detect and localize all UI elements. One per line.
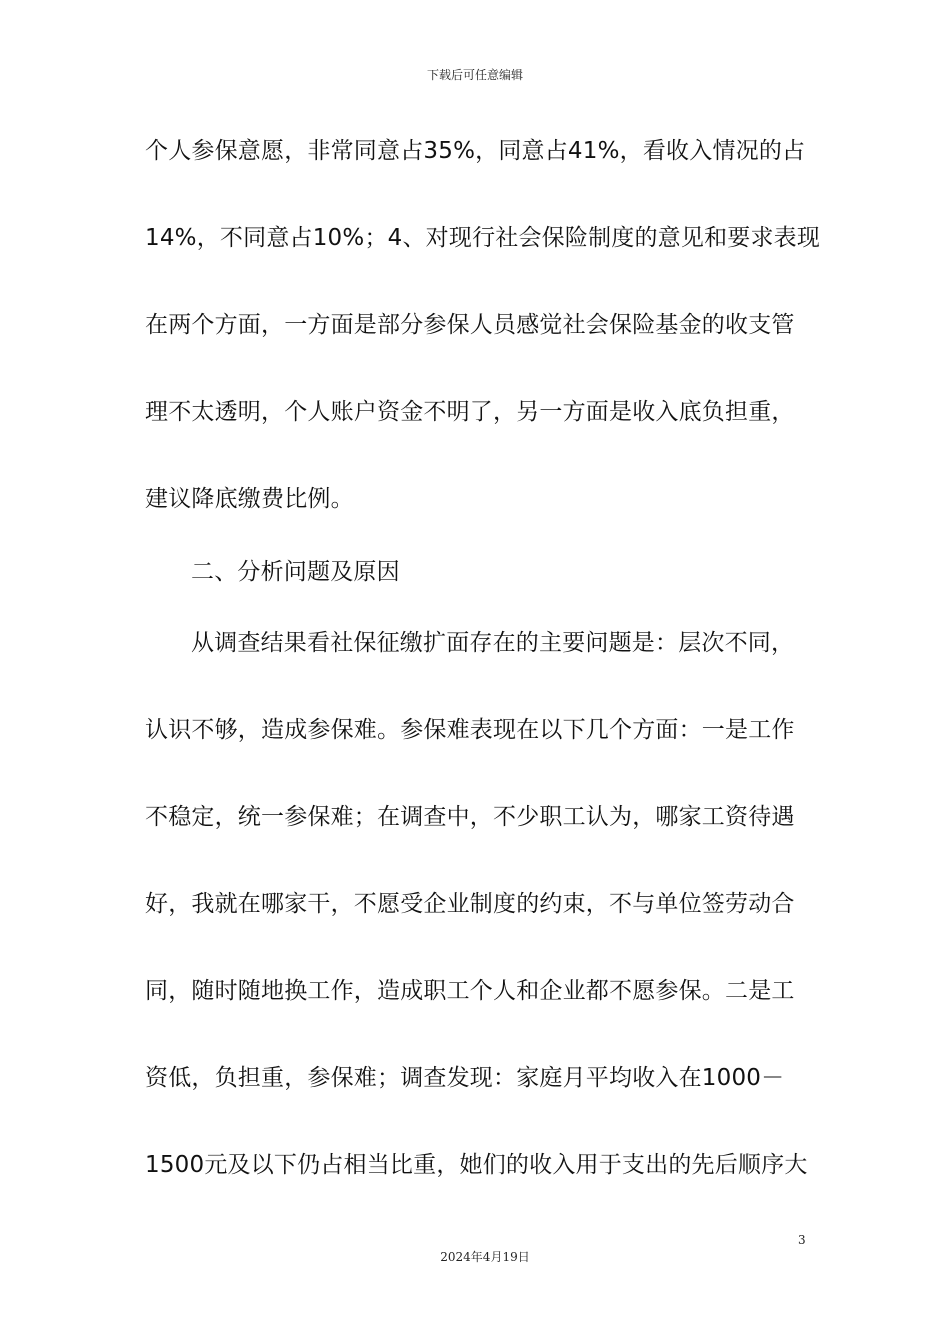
page-footer-date: 2024年4月19日 bbox=[440, 1250, 530, 1264]
body-line-9: 不稳定，统一参保难；在调查中，不少职工认为，哪家工资待遇 bbox=[145, 804, 795, 830]
body-line-10: 好，我就在哪家干，不愿受企业制度的约束，不与单位签劳动合 bbox=[145, 891, 795, 917]
body-line-1: 个人参保意愿，非常同意占35%，同意占41%，看收入情况的占 bbox=[145, 138, 806, 164]
body-line-3: 在两个方面，一方面是部分参保人员感觉社会保险基金的收支管 bbox=[145, 312, 795, 338]
body-line-8: 认识不够，造成参保难。参保难表现在以下几个方面：一是工作 bbox=[145, 717, 795, 743]
body-line-12: 资低，负担重，参保难；调查发现：家庭月平均收入在1000－ bbox=[145, 1065, 785, 1091]
page-number: 3 bbox=[798, 1233, 806, 1247]
body-line-11: 同，随时随地换工作，造成职工个人和企业都不愿参保。二是工 bbox=[145, 978, 795, 1004]
section-heading: 二、分析问题及原因 bbox=[191, 559, 400, 585]
body-line-4: 理不太透明，个人账户资金不明了，另一方面是收入底负担重， bbox=[145, 399, 795, 425]
body-line-13: 1500元及以下仍占相当比重，她们的收入用于支出的先后顺序大 bbox=[145, 1152, 808, 1178]
body-line-2: 14%，不同意占10%；4、对现行社会保险制度的意见和要求表现 bbox=[145, 225, 821, 251]
page-header: 下载后可任意编辑 bbox=[426, 68, 523, 82]
body-line-5: 建议降底缴费比例。 bbox=[145, 486, 354, 512]
paragraph-start-line: 从调查结果看社保征缴扩面存在的主要问题是：层次不同， bbox=[191, 630, 795, 656]
